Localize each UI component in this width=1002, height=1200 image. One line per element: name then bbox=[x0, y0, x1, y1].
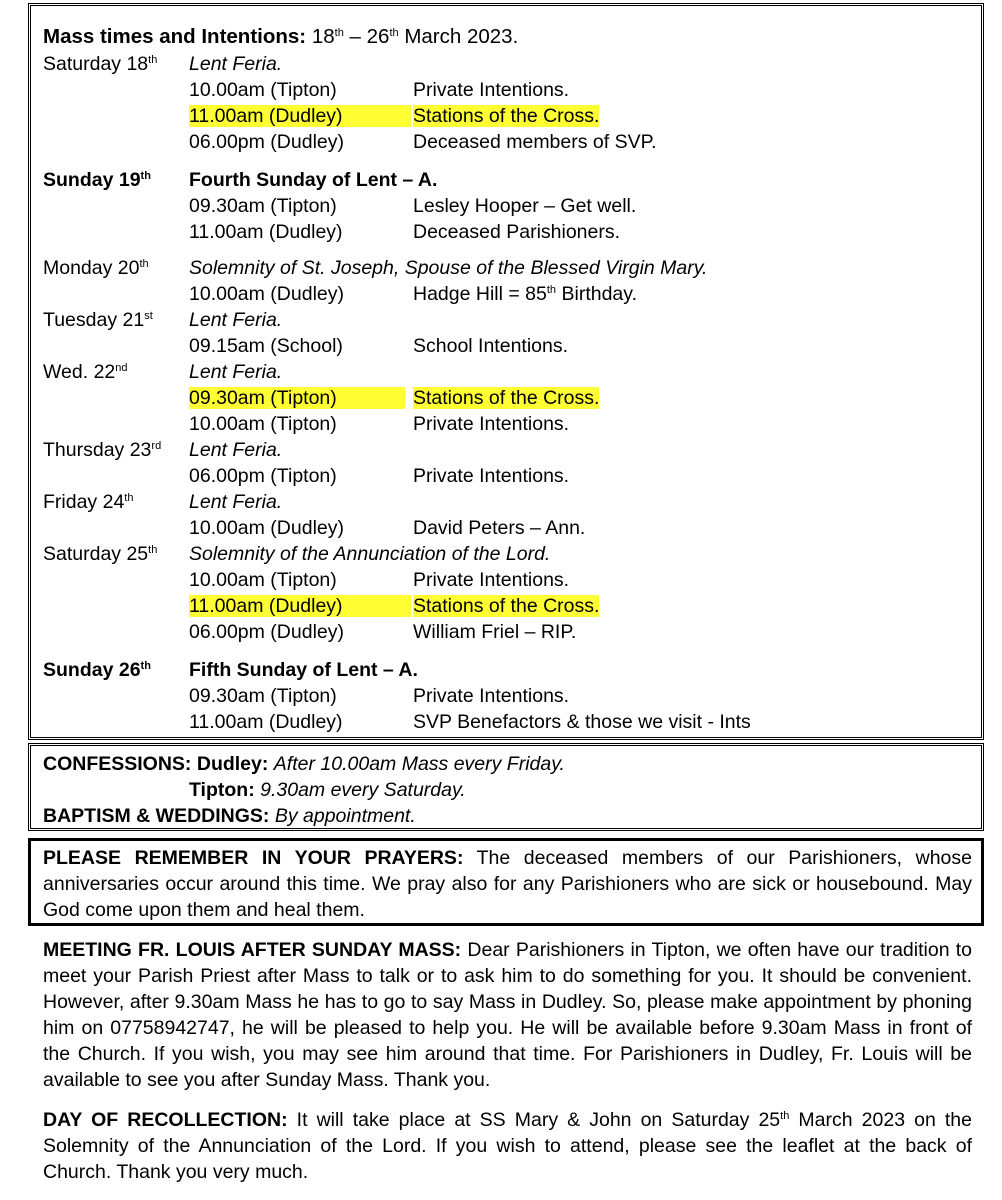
mass-intention-text: David Peters – Ann. bbox=[413, 517, 586, 539]
mass-intention-text: Private Intentions. bbox=[413, 569, 570, 591]
tipton-label: Tipton: bbox=[189, 779, 255, 801]
day-label: Tuesday 21st bbox=[43, 309, 153, 331]
mass-intention bbox=[413, 620, 576, 644]
mass-time-text: 06.00pm (Dudley) bbox=[189, 131, 344, 153]
day-ordinal-suffix: th bbox=[140, 660, 151, 672]
mass-intention bbox=[413, 386, 599, 410]
confessions-line-dudley bbox=[43, 752, 565, 776]
day-ordinal-suffix: nd bbox=[115, 362, 128, 374]
mass-intention-text: Stations of the Cross. bbox=[413, 105, 600, 127]
mass-time-text: 10.00am (Tipton) bbox=[189, 569, 337, 591]
mass-time bbox=[189, 282, 344, 306]
mass-intention-text: Private Intentions. bbox=[413, 685, 570, 707]
baptism-text: By appointment. bbox=[274, 805, 416, 827]
mass-time bbox=[189, 710, 343, 734]
feast-name: Solemnity of St. Joseph, Spouse of the Blessed Virgin Mary. bbox=[189, 257, 708, 279]
mass-intention-text: Deceased Parishioners. bbox=[413, 221, 621, 243]
mass-intention bbox=[413, 464, 569, 488]
mass-heading-dates: 18th – 26th March 2023. bbox=[306, 25, 519, 48]
mass-time bbox=[189, 412, 337, 436]
day-ordinal-suffix: th bbox=[140, 170, 151, 182]
mass-time bbox=[189, 194, 337, 218]
meeting-label: MEETING FR. LOUIS AFTER SUNDAY MASS: bbox=[43, 939, 462, 961]
mass-time-text: 11.00am (Dudley) bbox=[189, 105, 411, 127]
recollection-text-start: It will take place at SS Mary & John on Saturday 25 bbox=[296, 1109, 781, 1131]
prayers-paragraph bbox=[43, 845, 972, 923]
recollection-sup: th bbox=[780, 1110, 790, 1122]
mass-intention bbox=[413, 516, 585, 540]
feast-name: Solemnity of the Annunciation of the Lord. bbox=[189, 543, 551, 565]
day-label: Friday 24th bbox=[43, 491, 134, 513]
mass-intention bbox=[413, 194, 636, 218]
mass-time bbox=[189, 220, 343, 244]
mass-time bbox=[189, 464, 337, 488]
mass-intention bbox=[413, 282, 637, 306]
recollection-text-end: March 2023 on the Solemnity of the Annunciation of the Lord. If you wish to attend, please see the leaflet at the back of Church. Thank you very much. bbox=[43, 1109, 972, 1183]
mass-time bbox=[189, 568, 337, 592]
mass-time-text: 09.15am (School) bbox=[189, 335, 343, 357]
mass-intention-text: Stations of the Cross. bbox=[413, 595, 600, 617]
mass-intention bbox=[413, 334, 568, 358]
feast-name: Lent Feria. bbox=[189, 361, 283, 383]
mass-time-text: 10.00am (Tipton) bbox=[189, 79, 337, 101]
day-label: Saturday 25th bbox=[43, 543, 158, 565]
mass-intention-text: SVP Benefactors & those we visit - Ints bbox=[413, 711, 751, 733]
mass-intention-text: Hadge Hill = 85th Birthday. bbox=[413, 283, 637, 305]
mass-time bbox=[189, 620, 344, 644]
confessions-line-tipton bbox=[189, 778, 466, 802]
mass-time-text: 11.00am (Dudley) bbox=[189, 595, 411, 617]
prayers-label: PLEASE REMEMBER IN YOUR PRAYERS: bbox=[43, 847, 464, 869]
mass-time-text: 09.30am (Tipton) bbox=[189, 685, 337, 707]
tipton-text: 9.30am every Saturday. bbox=[260, 779, 466, 801]
mass-intention bbox=[413, 104, 599, 128]
mass-intention-text: Lesley Hooper – Get well. bbox=[413, 195, 637, 217]
mass-intention bbox=[413, 412, 569, 436]
mass-intention bbox=[413, 710, 751, 734]
mass-heading-label: Mass times and Intentions: bbox=[43, 25, 307, 48]
mass-intention-text: Private Intentions. bbox=[413, 79, 570, 101]
day-label: Thursday 23rd bbox=[43, 439, 162, 461]
confessions-label: CONFESSIONS: bbox=[43, 753, 192, 775]
mass-time-text: 09.30am (Tipton) bbox=[189, 195, 337, 217]
mass-intention bbox=[413, 220, 620, 244]
dudley-text: After 10.00am Mass every Friday. bbox=[273, 753, 565, 775]
mass-time bbox=[189, 386, 405, 410]
mass-intention-text: School Intentions. bbox=[413, 335, 569, 357]
mass-time-text: 09.30am (Tipton) bbox=[189, 387, 405, 409]
mass-time bbox=[189, 78, 337, 102]
day-ordinal-suffix: th bbox=[148, 54, 158, 66]
mass-intention-text: William Friel – RIP. bbox=[413, 621, 577, 643]
mass-time bbox=[189, 130, 344, 154]
day-label: Wed. 22nd bbox=[43, 361, 128, 383]
mass-intention-text: Stations of the Cross. bbox=[413, 387, 600, 409]
dudley-label: Dudley: bbox=[196, 753, 269, 775]
prayers-text: The deceased members of our Parishioners, whose anniversaries occur around this time. We pray also for any Parishioners who are sick or housebound. May God come upon them and heal them. bbox=[43, 847, 972, 921]
feast-name: Lent Feria. bbox=[189, 309, 283, 331]
mass-time-text: 06.00pm (Dudley) bbox=[189, 621, 344, 643]
baptism-label: BAPTISM & WEDDINGS: bbox=[43, 805, 270, 827]
mass-intention-text: Private Intentions. bbox=[413, 413, 570, 435]
day-ordinal-suffix: th bbox=[148, 544, 158, 556]
mass-time-text: 10.00am (Tipton) bbox=[189, 413, 337, 435]
day-ordinal-suffix: th bbox=[139, 258, 149, 270]
mass-intention bbox=[413, 130, 657, 154]
meeting-paragraph bbox=[43, 937, 972, 1093]
mass-intention bbox=[413, 594, 599, 618]
mass-intention-text: Deceased members of SVP. bbox=[413, 131, 657, 153]
feast-name: Lent Feria. bbox=[189, 491, 283, 513]
mass-time bbox=[189, 516, 344, 540]
mass-time-text: 10.00am (Dudley) bbox=[189, 517, 344, 539]
mass-intention bbox=[413, 568, 569, 592]
mass-times-heading bbox=[43, 25, 518, 49]
recollection-label: DAY OF RECOLLECTION: bbox=[43, 1109, 288, 1131]
mass-time bbox=[189, 684, 337, 708]
day-label: Monday 20th bbox=[43, 257, 149, 279]
mass-time-text: 10.00am (Dudley) bbox=[189, 283, 344, 305]
mass-intention bbox=[413, 78, 569, 102]
day-ordinal-suffix: rd bbox=[151, 440, 162, 452]
mass-time bbox=[189, 104, 411, 128]
feast-name: Lent Feria. bbox=[189, 53, 283, 75]
day-label: Sunday 26th bbox=[43, 659, 151, 681]
baptism-line bbox=[43, 804, 416, 828]
mass-intention bbox=[413, 684, 569, 708]
mass-intention-text: Private Intentions. bbox=[413, 465, 570, 487]
feast-name: Fifth Sunday of Lent – A. bbox=[189, 659, 418, 681]
day-ordinal-suffix: st bbox=[144, 310, 153, 322]
day-ordinal-suffix: th bbox=[124, 492, 134, 504]
mass-time bbox=[189, 334, 343, 358]
recollection-paragraph bbox=[43, 1107, 972, 1185]
day-label: Saturday 18th bbox=[43, 53, 158, 75]
mass-time-text: 11.00am (Dudley) bbox=[189, 711, 343, 733]
feast-name: Lent Feria. bbox=[189, 439, 283, 461]
meeting-text: Dear Parishioners in Tipton, we often have our tradition to meet your Parish Priest after Mass to talk or to ask him to do something for you. It should be convenient. However, after 9.30am Mass he has to go to say Mass in Dudley. So, please make appointment by phoning him on 07758942747, he will be pleased to help you. He will be available before 9.30am Mass in front of the Church. If you wish, you may see him around that time. For Parishioners in Dudley, Fr. Louis will be available to see you after Sunday Mass. Thank you. bbox=[43, 939, 973, 1091]
mass-time-text: 06.00pm (Tipton) bbox=[189, 465, 337, 487]
day-label: Sunday 19th bbox=[43, 169, 151, 191]
mass-time bbox=[189, 594, 411, 618]
feast-name: Fourth Sunday of Lent – A. bbox=[189, 169, 438, 191]
mass-time-text: 11.00am (Dudley) bbox=[189, 221, 343, 243]
